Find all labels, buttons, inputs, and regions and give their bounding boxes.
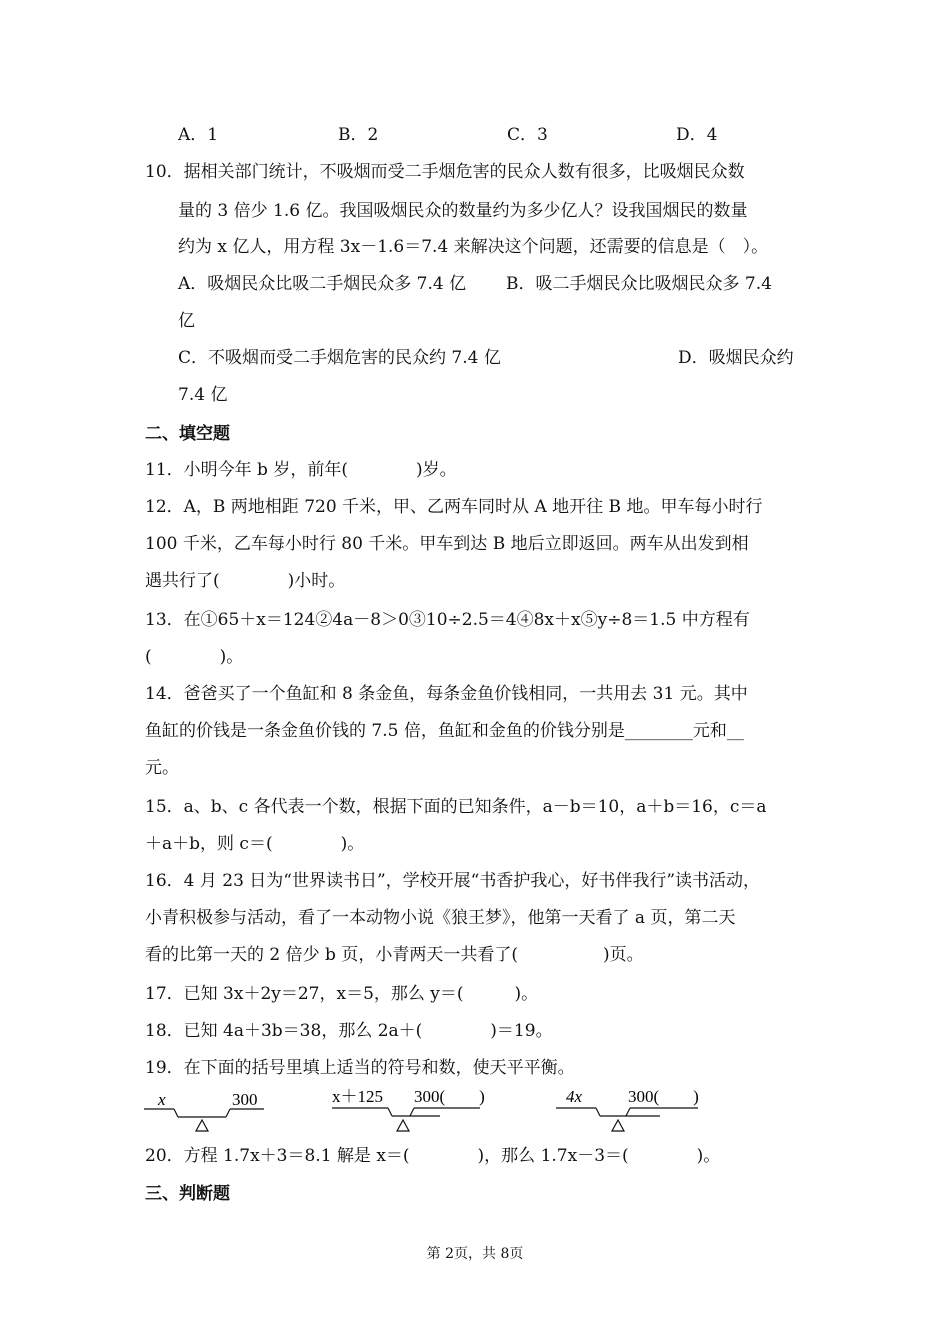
q10-option-d: D．吸烟民众约 — [678, 348, 794, 368]
balance-2-right-label: 300( ) — [414, 1087, 485, 1106]
balance-figure-1 — [140, 1085, 270, 1137]
q14-line3: 元。 — [145, 758, 179, 778]
fulcrum-icon — [612, 1120, 624, 1131]
q13-line2: ( )。 — [145, 647, 244, 667]
balance-2-left-label: x＋125 — [332, 1087, 383, 1106]
q9-option-b: B．2 — [338, 125, 379, 145]
q12-line1: 12．A，B 两地相距 720 千米，甲、乙两车同时从 A 地开往 B 地。甲车每小时行 — [145, 497, 763, 517]
q14-blank-2: __ — [726, 721, 744, 741]
q20: 20．方程 1.7x＋3＝8.1 解是 x＝( )，那么 1.7x－3＝( )。 — [145, 1146, 721, 1166]
q14-line2 — [145, 720, 744, 742]
q16-line1: 16．4 月 23 日为“世界读书日”，学校开展“书香护我心，好书伴我行”读书活动， — [145, 871, 761, 891]
q10-option-c: C．不吸烟而受二手烟危害的民众约 7.4 亿 — [178, 348, 501, 368]
q10-line3: 约为 x 亿人，用方程 3x－1.6＝7.4 来解决这个问题，还需要的信息是（ ）。 — [178, 237, 769, 257]
balance-1-left-label: x — [158, 1090, 166, 1109]
q9-option-a: A．1 — [178, 125, 219, 145]
q13-line1: 13．在①65＋x＝124②4a－8＞0③10÷2.5＝4④8x＋x⑤y÷8＝1.5 中方程有 — [145, 610, 750, 630]
q14-line2-text: 鱼缸的价钱是一条金鱼价钱的 7.5 倍，鱼缸和金鱼的价钱分别是 — [145, 721, 625, 741]
q16-line2: 小青积极参与活动，看了一本动物小说《狼王梦》，他第一天看了 a 页，第二天 — [145, 908, 736, 928]
q11: 11．小明今年 b 岁，前年( )岁。 — [145, 460, 457, 480]
balance-1-right-label: 300 — [232, 1090, 258, 1109]
q14-blank-1: ________ — [624, 721, 693, 741]
balance-3-right-label: 300( ) — [628, 1087, 699, 1106]
q10-option-d-cont: 7.4 亿 — [178, 385, 228, 405]
q17: 17．已知 3x＋2y＝27，x＝5，那么 y＝( )。 — [145, 984, 539, 1004]
q10-option-b: B．吸二手烟民众比吸烟民众多 7.4 — [506, 274, 772, 294]
q9-option-c: C．3 — [507, 125, 548, 145]
section-title-fill-blank: 二、填空题 — [145, 424, 230, 444]
q14-line2-text-b: 元和 — [692, 721, 727, 741]
fulcrum-icon — [397, 1120, 409, 1131]
q12-line3: 遇共行了( )小时。 — [145, 571, 346, 591]
q10-option-b-cont: 亿 — [178, 311, 195, 331]
q12-line2: 100 千米，乙车每小时行 80 千米。甲车到达 B 地后立即返回。两车从出发到相 — [145, 534, 749, 554]
q10-option-a: A．吸烟民众比吸二手烟民众多 7.4 亿 — [178, 274, 467, 294]
q19: 19．在下面的括号里填上适当的符号和数，使天平平衡。 — [145, 1058, 575, 1078]
q14-line1: 14．爸爸买了一个鱼缸和 8 条金鱼，每条金鱼价钱相同，一共用去 31 元。其中 — [145, 684, 748, 704]
balance-figure-3 — [548, 1080, 708, 1137]
q10-line1: 10．据相关部门统计，不吸烟而受二手烟危害的民众人数有很多，比吸烟民众数 — [145, 162, 745, 182]
q16-line3: 看的比第一天的 2 倍少 b 页，小青两天一共看了( )页。 — [145, 945, 644, 965]
fulcrum-icon — [196, 1120, 208, 1131]
page-footer: 第 2页，共 8页 — [426, 1246, 524, 1262]
section-title-true-false: 三、判断题 — [145, 1184, 230, 1204]
balance-3-left-label: 4x — [566, 1087, 583, 1106]
q9-option-d: D．4 — [676, 125, 718, 145]
balance-figure-2 — [330, 1080, 495, 1137]
q18: 18．已知 4a＋3b＝38，那么 2a＋( )＝19。 — [145, 1021, 553, 1041]
q15-line2: ＋a＋b，则 c＝( )。 — [145, 834, 365, 854]
q15-line1: 15．a、b、c 各代表一个数，根据下面的已知条件，a－b＝10，a＋b＝16，c＝a — [145, 797, 767, 817]
q10-line2: 量的 3 倍少 1.6 亿。我国吸烟民众的数量约为多少亿人？设我国烟民的数量 — [178, 201, 748, 221]
